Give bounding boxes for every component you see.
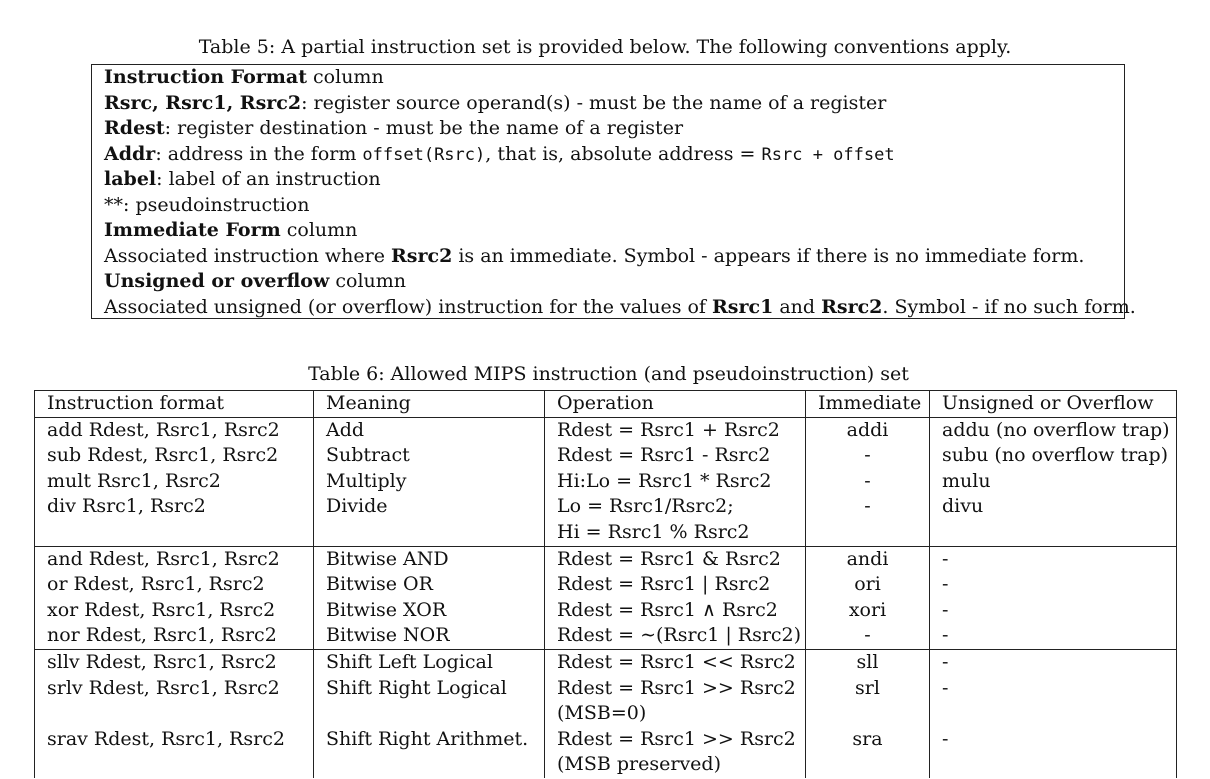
cell-operation: Rdest = ∼(Rsrc1 | Rsrc2) bbox=[545, 623, 806, 649]
cell-unsigned: - bbox=[930, 572, 1177, 598]
cell-unsigned: mulu bbox=[930, 469, 1177, 495]
header-instruction-format: Instruction format bbox=[35, 391, 314, 418]
header-operation: Operation bbox=[545, 391, 806, 418]
cell-unsigned bbox=[930, 752, 1177, 778]
cell-format: sllv Rdest, Rsrc1, Rsrc2 bbox=[35, 649, 314, 675]
conv-line-immediate-form: Immediate Form column bbox=[104, 219, 358, 241]
cell-operation: Rdest = Rsrc1 << Rsrc2 bbox=[545, 649, 806, 675]
cell-immediate bbox=[806, 752, 930, 778]
conv-line-pseudo: **: pseudoinstruction bbox=[104, 193, 310, 216]
cell-meaning bbox=[314, 701, 545, 727]
table5-caption: Table 5: A partial instruction set is provided below. The following conventions apply. bbox=[198, 36, 1012, 58]
cell-immediate: - bbox=[806, 494, 930, 520]
cell-immediate: - bbox=[806, 469, 930, 495]
table-row bbox=[35, 752, 1177, 778]
table-row bbox=[35, 649, 1177, 675]
table-row bbox=[35, 598, 1177, 624]
cell-meaning: Shift Right Arithmet. bbox=[314, 727, 545, 753]
cell-format: srav Rdest, Rsrc1, Rsrc2 bbox=[35, 727, 314, 753]
cell-immediate: sll bbox=[806, 649, 930, 675]
header-immediate: Immediate bbox=[806, 391, 930, 418]
cell-meaning: Bitwise OR bbox=[314, 572, 545, 598]
table-row bbox=[35, 520, 1177, 546]
cell-immediate: andi bbox=[806, 546, 930, 572]
cell-format: add Rdest, Rsrc1, Rsrc2 bbox=[35, 417, 314, 443]
cell-format: nor Rdest, Rsrc1, Rsrc2 bbox=[35, 623, 314, 649]
cell-format bbox=[35, 701, 314, 727]
conv-line-addr: Addr: address in the form offset(Rsrc), that is, absolute address = Rsrc + offset bbox=[104, 142, 895, 165]
cell-immediate: xori bbox=[806, 598, 930, 624]
conv-line-instruction-format: Instruction Format column bbox=[104, 66, 384, 88]
cell-meaning bbox=[314, 520, 545, 546]
cell-meaning: Subtract bbox=[314, 443, 545, 469]
table-row bbox=[35, 469, 1177, 495]
cell-format: div Rsrc1, Rsrc2 bbox=[35, 494, 314, 520]
cell-unsigned: - bbox=[930, 623, 1177, 649]
table-row bbox=[35, 417, 1177, 443]
cell-unsigned bbox=[930, 520, 1177, 546]
cell-format: mult Rsrc1, Rsrc2 bbox=[35, 469, 314, 495]
cell-unsigned: - bbox=[930, 598, 1177, 624]
cell-meaning: Bitwise AND bbox=[314, 546, 545, 572]
cell-unsigned: addu (no overflow trap) bbox=[930, 417, 1177, 443]
table-row bbox=[35, 676, 1177, 702]
cell-unsigned: - bbox=[930, 649, 1177, 675]
cell-meaning: Add bbox=[314, 417, 545, 443]
cell-operation: Lo = Rsrc1/Rsrc2; bbox=[545, 494, 806, 520]
cell-operation: Rdest = Rsrc1 ∧ Rsrc2 bbox=[545, 598, 806, 624]
table-header-row bbox=[35, 391, 1177, 418]
cell-format: srlv Rdest, Rsrc1, Rsrc2 bbox=[35, 676, 314, 702]
conv-line-rdest: Rdest: register destination - must be the name of a register bbox=[104, 117, 684, 139]
table-row bbox=[35, 546, 1177, 572]
cell-immediate: - bbox=[806, 623, 930, 649]
cell-immediate bbox=[806, 701, 930, 727]
cell-format: or Rdest, Rsrc1, Rsrc2 bbox=[35, 572, 314, 598]
conv-line-rsrc: Rsrc, Rsrc1, Rsrc2: register source operand(s) - must be the name of a register bbox=[104, 91, 887, 114]
cell-format: and Rdest, Rsrc1, Rsrc2 bbox=[35, 546, 314, 572]
conv-line-unsigned-desc: Associated unsigned (or overflow) instruction for the values of Rsrc1 and Rsrc2. Symbol - if no such form. bbox=[104, 295, 1136, 318]
table6-caption: Table 6: Allowed MIPS instruction (and pseudoinstruction) set bbox=[308, 363, 909, 385]
cell-operation: Hi = Rsrc1 % Rsrc2 bbox=[545, 520, 806, 546]
cell-meaning: Bitwise NOR bbox=[314, 623, 545, 649]
table-row bbox=[35, 623, 1177, 649]
cell-immediate: srl bbox=[806, 676, 930, 702]
header-meaning: Meaning bbox=[314, 391, 545, 418]
table-row bbox=[35, 443, 1177, 469]
cell-format: xor Rdest, Rsrc1, Rsrc2 bbox=[35, 598, 314, 624]
cell-unsigned bbox=[930, 701, 1177, 727]
cell-meaning: Multiply bbox=[314, 469, 545, 495]
cell-unsigned: - bbox=[930, 727, 1177, 753]
cell-meaning bbox=[314, 752, 545, 778]
cell-operation: Rdest = Rsrc1 & Rsrc2 bbox=[545, 546, 806, 572]
conv-line-label: label: label of an instruction bbox=[104, 168, 381, 190]
conv-line-unsigned: Unsigned or overflow column bbox=[104, 270, 407, 292]
header-unsigned: Unsigned or Overflow bbox=[930, 391, 1177, 418]
mips-instruction-table bbox=[34, 390, 1177, 778]
cell-operation: (MSB=0) bbox=[545, 701, 806, 727]
cell-immediate: sra bbox=[806, 727, 930, 753]
cell-immediate: addi bbox=[806, 417, 930, 443]
table-row bbox=[35, 572, 1177, 598]
table-row bbox=[35, 701, 1177, 727]
cell-unsigned: subu (no overflow trap) bbox=[930, 443, 1177, 469]
cell-immediate: ori bbox=[806, 572, 930, 598]
cell-format bbox=[35, 752, 314, 778]
cell-unsigned: divu bbox=[930, 494, 1177, 520]
cell-operation: Rdest = Rsrc1 + Rsrc2 bbox=[545, 417, 806, 443]
cell-format: sub Rdest, Rsrc1, Rsrc2 bbox=[35, 443, 314, 469]
conventions-box bbox=[91, 64, 1136, 319]
cell-operation: Rdest = Rsrc1 | Rsrc2 bbox=[545, 572, 806, 598]
cell-immediate: - bbox=[806, 443, 930, 469]
cell-meaning: Divide bbox=[314, 494, 545, 520]
cell-operation: Rdest = Rsrc1 >> Rsrc2 bbox=[545, 727, 806, 753]
cell-operation: Rdest = Rsrc1 - Rsrc2 bbox=[545, 443, 806, 469]
table-row bbox=[35, 494, 1177, 520]
cell-meaning: Shift Right Logical bbox=[314, 676, 545, 702]
cell-immediate bbox=[806, 520, 930, 546]
conv-line-immediate-desc: Associated instruction where Rsrc2 is an immediate. Symbol - appears if there is no immediate form. bbox=[104, 244, 1085, 267]
table-row bbox=[35, 727, 1177, 753]
cell-meaning: Shift Left Logical bbox=[314, 649, 545, 675]
cell-operation: Hi:Lo = Rsrc1 * Rsrc2 bbox=[545, 469, 806, 495]
cell-unsigned: - bbox=[930, 546, 1177, 572]
cell-unsigned: - bbox=[930, 676, 1177, 702]
cell-operation: (MSB preserved) bbox=[545, 752, 806, 778]
cell-format bbox=[35, 520, 314, 546]
cell-operation: Rdest = Rsrc1 >> Rsrc2 bbox=[545, 676, 806, 702]
cell-meaning: Bitwise XOR bbox=[314, 598, 545, 624]
